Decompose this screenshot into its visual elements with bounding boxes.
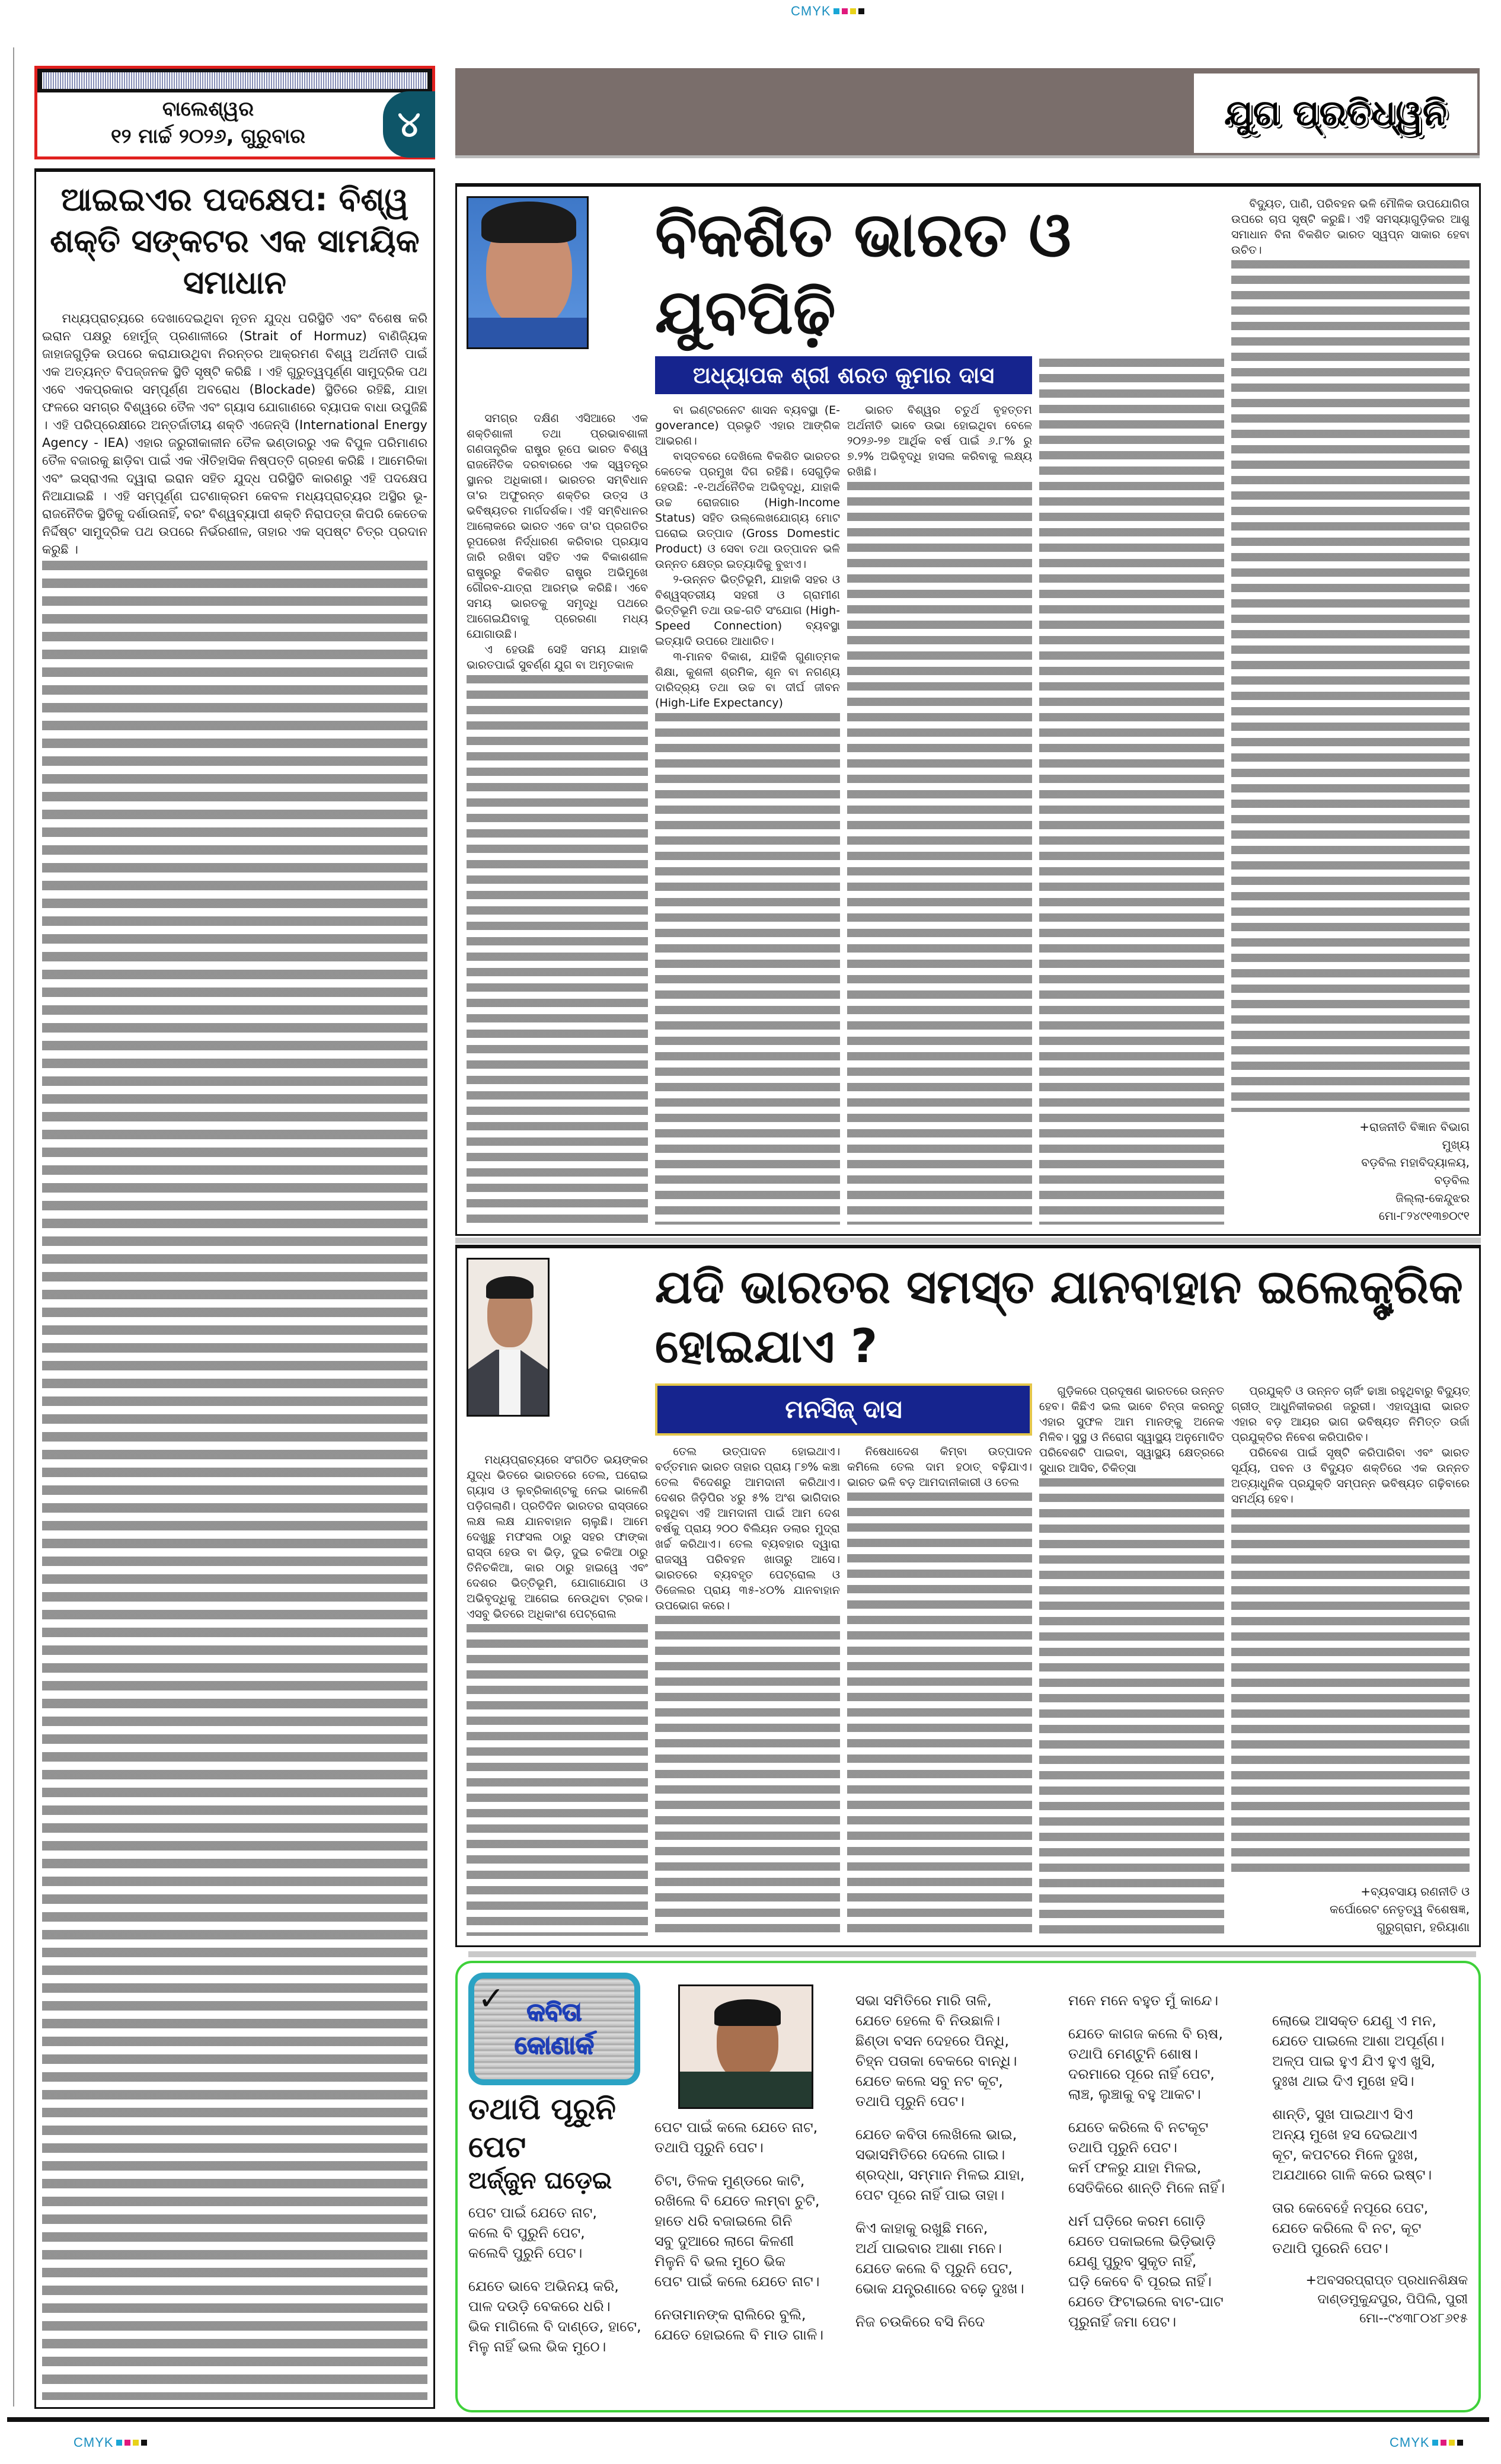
continued-text-lines — [1231, 1509, 1470, 1877]
poem-line: ଯେତେ କଲେ ସବୁ ନଟ କୂଟ, — [855, 2073, 1003, 2089]
left-article — [34, 168, 435, 2409]
poem-line: ସଭା ସମିତିରେ ମାରି ତାଳି, — [855, 1992, 992, 2009]
poet-photo — [678, 1984, 813, 2109]
checkmark-icon: ✓ — [478, 1980, 505, 2017]
paragraph: ଏ ହେଉଛି ସେହି ସମୟ ଯାହାକି ଭାରତପାଇଁ ସୁବର୍ଣ୍ଣ ଯୁଗ ବା ଅମୃତକାଳ — [467, 643, 648, 672]
article1-column-4 — [1039, 356, 1224, 1225]
cyan-swatch — [116, 2440, 122, 2446]
dateline-date: ୧୨ ମାର୍ଚ୍ଚ ୨୦୨୬, ଗୁରୁବାର — [110, 124, 306, 148]
poem-line: ଅଯଥାରେ ଗାଳି କରେ ଇଷ୍ଟ। — [1272, 2166, 1432, 2183]
poem-column-5 — [1272, 2011, 1468, 2258]
trim-line — [13, 47, 14, 2407]
poem-line: ଯେତେ କଲେ ବି ପୂରୁନି ପେଟ, — [855, 2260, 1013, 2277]
poem-line: ଯେତେ କବିତା ଲେଖିଲେ ଭାଇ, — [855, 2126, 1017, 2143]
poem-line: ଭିକ ମାଗିଲେ ବି ଦାଣ୍ଡେ, ହାଟେ, — [468, 2318, 641, 2335]
poem-line: ଅନ୍ୟ ମୁଖେ ହସ ଦେଇଥାଏ — [1272, 2126, 1417, 2143]
paragraph: ମଧ୍ୟପ୍ରାଚ୍ୟରେ ଦେଖାଦେଇଥିବା ନୂତନ ଯୁଦ୍ଧ ପରିସ୍ଥିତି ଏବଂ ବିଶେଷ କରି ଇରାନ ପକ୍ଷରୁ ହୋର୍ମୁଜ୍ ପ୍ରଣାଳୀରେ (Strait of Hormuz) ବାଣିଜ୍ୟିକ ଜାହାଜଗୁଡ଼ିକ ଉପରେ କରାଯାଉଥିବା ନିରନ୍ତର ଆକ୍ରମଣ ବିଶ୍ୱ ଅର୍ଥନୀତି ପାଇଁ ଏକ ଅତ୍ୟନ୍ତ ବିପଜ୍ଜନକ ସ୍ଥିତି ସୃଷ୍ଟି କରିଛି । ଏହି ଗୁରୁତ୍ୱପୂର୍ଣ୍ଣ ସାମୁଦ୍ରିକ ପଥ ଏବେ ଏକପ୍ରକାର ସମ୍ପୂର୍ଣ୍ଣ ଅବରୋଧ (Blockade) ସ୍ଥିତିରେ ରହିଛି, ଯାହା ଫଳରେ ସମଗ୍ର ବିଶ୍ୱରେ ତୈଳ ଏବଂ ଗ୍ୟାସ ଯୋଗାଣରେ ବ୍ୟାପକ ବାଧା ଉପୁଜିଛି । ଏହି ପରିପ୍ରେକ୍ଷୀରେ ଅନ୍ତର୍ଜାତୀୟ ଶକ୍ତି ଏଜେନ୍ସି (International Energy Agency - IEA) ଏହାର ଜରୁରୀକାଳୀନ ତୈଳ ଭଣ୍ଡାରରୁ ଏକ ବିପୁଳ ପରିମାଣର ତୈଳ ବଜାରକୁ ଛାଡ଼ିବା ପାଇଁ ଏକ ଐତିହାସିକ ନିଷ୍ପତ୍ତି ଗ୍ରହଣ କରିଛି । ଆମେରିକା ଏବଂ ଇସ୍ରାଏଲ ଦ୍ୱାରା ଇରାନ ସହିତ ଯୁଦ୍ଧ ପରିସ୍ଥିତି କାରଣରୁ ଏହି ପଦକ୍ଷେପ ନିଆଯାଇଛି । ଏହି ସମ୍ପୂର୍ଣ୍ଣ ଘଟଣାକ୍ରମ କେବଳ ମଧ୍ୟପ୍ରାଚ୍ୟର ଅସ୍ଥିର ଭୂ-ରାଜନୈତିକ ସ୍ଥିତିକୁ ଦର୍ଶାଉନାହିଁ, ବରଂ ବିଶ୍ୱବ୍ୟାପୀ ଶକ୍ତି ନିରାପତ୍ତା କିପରି କେତେକ ନିର୍ଦ୍ଦିଷ୍ଟ ସାମୁଦ୍ରିକ ପଥ ଉପରେ ନିର୍ଭରଶୀଳ, ତାହାର ଏକ ସ୍ପଷ୍ଟ ଚିତ୍ର ପ୍ରଦାନ କରୁଛି । — [42, 311, 427, 557]
poem-line: କୂଟ, କପଟରେ ମିଳେ ଦୁଃଖ, — [1272, 2146, 1419, 2163]
poem-line: ନେତାମାନଙ୍କ ରାଲିରେ ବୁଲି, — [654, 2306, 806, 2323]
paragraph: ବାସ୍ତବରେ ଦେଖିଲେ ବିକଶିତ ଭାରତର କେତେକ ପ୍ରମୁଖ ଦିଗ ରହିଛି। ସେଗୁଡ଼ିକ ହେଉଛି: -୧-ଅର୍ଥନୈତିକ ଅଭିବୃଦ୍ଧି, ଯାହାକି ଉଚ୍ଚ ରୋଜଗାର (High-Income Status) ସହିତ ଉଲ୍ଲେଖଯୋଗ୍ୟ ମୋଟ ଘରୋଇ ଉତ୍ପାଦ (Gross Domestic Product) ଓ ସେବା ତଥା ଉତ୍ପାଦନ ଭଳି ଉନ୍ନତ କ୍ଷେତ୍ର ଇତ୍ୟାଦିକୁ ବୁଝାଏ। — [655, 450, 840, 571]
article1-signoff — [1231, 1118, 1470, 1225]
poem-stanza — [855, 2312, 1060, 2332]
poem-stanza — [1068, 2211, 1264, 2332]
poem-line: ଯେତେ ଫିଟାଇଲେ ବାଟ-ଘାଟ — [1068, 2293, 1224, 2310]
dateline-box — [34, 66, 435, 159]
poem-line: ନିଜ ଚଉକିରେ ବସି ନିଦେ — [855, 2313, 985, 2330]
poem-stanza — [1272, 2198, 1468, 2258]
poem-line: ପୂରୁନାହିଁ ଜମା ପେଟ। — [1068, 2313, 1177, 2330]
poem-line: ଯେତେ ପାଇଲେ ଆଶା ଅପୂର୍ଣ୍ଣ। — [1272, 2032, 1445, 2049]
paragraph: ପ୍ରଯୁକ୍ତି ଓ ଉନ୍ନତ ଚାର୍ଜିଂ ଢାଞ୍ଚା ରହୁଥିବାରୁ ବିଦ୍ୟୁତ୍ ଗ୍ରୀଡ୍ ଆଧୁନିକୀକରଣ ଜରୁରୀ। ଏହାଦ୍ୱାରା ଭାରତ ଏହାର ବଡ଼ ଆୟର ଭାଗ ଭବିଷ୍ୟତ ନିମିତ୍ତ ଉର୍ଜା ପ୍ରଯୁକ୍ତିର ନିବେଶ କରିପାରିବ। — [1231, 1385, 1470, 1444]
article1-author-band — [655, 356, 1032, 394]
paragraph: ସମଗ୍ର ଦକ୍ଷିଣ ଏସିଆରେ ଏକ ଶକ୍ତିଶାଳୀ ତଥା ପ୍ରଭାବଶାଳୀ ଗଣତାନ୍ତ୍ରିକ ରାଷ୍ଟ୍ର ରୂପେ ଭାରତ ବିଶ୍ୱ ରାଜନୈତିକ ଦରବାରରେ ଏକ ସ୍ୱତନ୍ତ୍ର ସ୍ଥାନର ଅଧିକାରୀ। ଭାରତର ସମ୍ବିଧାନ ତା'ର ଅଫୁରନ୍ତ ଶକ୍ତିର ଉତ୍ସ ଓ ଭବିଷ୍ୟତର ମାର୍ଗଦର୍ଶକ। ଏହି ସମ୍ବିଧାନର ଆଲୋକରେ ଭାରତ ଏବେ ତା'ର ପ୍ରଗତିର ରୂପରେଖ ନିର୍ଦ୍ଧାରଣ କରିବାର ପ୍ରୟାସ ଜାରି ରଖିବା ସହିତ ଏକ ବିକାଶଶୀଳ ରାଷ୍ଟ୍ରରୁ ବିକଶିତ ରାଷ୍ଟ୍ର ଅଭିମୁଖେ ଗୌରବ-ଯାତ୍ରା ଆରମ୍ଭ କରିଛି। ଏବେ ସମୟ ଭାରତକୁ ସମୃଦ୍ଧି ପଥରେ ଆଗେଇଯିବାକୁ ପ୍ରେରଣା ମଧ୍ୟ ଯୋଗାଉଛି। — [467, 412, 648, 641]
poem-stanza — [654, 2305, 847, 2345]
continued-text-lines — [1039, 1478, 1224, 1936]
poem-line: ଦରମାରେ ପୂରେ ନାହିଁ ପେଟ, — [1068, 2066, 1215, 2082]
poem-line: ସେତିକିରେ ଶାନ୍ତି ମିଳେ ନାହିଁ। — [1068, 2179, 1225, 2196]
bottom-rule — [7, 2417, 1489, 2422]
continued-text-lines — [1231, 260, 1470, 1112]
continued-text-lines — [847, 482, 1032, 1225]
author-photo-manasij-das — [467, 1258, 550, 1417]
poem-line: ମିଳୁନି ବି ଭଲ ମୁଠେ ଭିକ — [654, 2253, 786, 2270]
signoff-line: ଜିଲ୍ଲା-କେନ୍ଦୁଝର — [1395, 1191, 1470, 1205]
continued-text-lines — [42, 561, 427, 2400]
poem-stanza — [855, 2218, 1060, 2299]
signoff-line: ବଡ଼ବିଲ ମହାବିଦ୍ୟାଳୟ, — [1361, 1155, 1470, 1169]
article2-column-5-wrap — [1231, 1383, 1470, 1936]
poem-stanza — [1068, 2024, 1264, 2104]
poem-stanza — [855, 1990, 1060, 2111]
poem-box — [455, 1961, 1481, 2412]
poem-line: ଯେତେ ହେଲେ ବି ନିଉଛାଳି। — [855, 2012, 1001, 2029]
poem-stanza — [654, 2117, 847, 2158]
poem-line: ମନେ ମନେ ବହୁତ ମୁଁ କାନ୍ଦେ। — [1068, 1992, 1219, 2009]
article-electric-vehicles — [455, 1245, 1481, 1947]
magenta-swatch — [124, 2440, 130, 2446]
article2-column-2 — [655, 1444, 840, 1936]
continued-text-lines — [655, 713, 840, 1225]
poem-line: ଭୋକ ଯନ୍ତ୍ରଣାରେ ବଢ଼େ ଦୁଃଖ। — [855, 2280, 1024, 2297]
barcode-strip — [42, 72, 427, 89]
article2-author: ମନସିଜ୍ ଦାସ — [785, 1395, 902, 1424]
poem-line: କଲେବି ପୁରୁନି ପେଟ। — [468, 2245, 583, 2261]
article-vikashita-bharat — [455, 183, 1481, 1236]
poem-stanza — [855, 2124, 1060, 2205]
divider — [455, 1238, 1481, 1244]
magenta-swatch — [842, 8, 848, 14]
signoff-line: ମୁଖ୍ୟ — [1442, 1137, 1470, 1152]
poem-stanza — [468, 2276, 646, 2357]
black-swatch — [141, 2440, 147, 2446]
yellow-swatch — [1449, 2440, 1455, 2446]
poem-line: ଶ୍ରଦ୍ଧା, ସମ୍ମାନ ମିଳଇ ଯାହା, — [855, 2166, 1025, 2183]
poem-column-2 — [654, 2117, 847, 2345]
paragraph: ଭାରତ ବିଶ୍ୱର ଚତୁର୍ଥ ବୃହତ୍ତମ ଅର୍ଥନୀତି ଭାବେ ଉଭା ହୋଇଥିବା ବେଳେ ୨୦୨୬-୨୭ ଆର୍ଥିକ ବର୍ଷ ପାଇଁ ୬.୮% ରୁ ୭.୨% ଅଭିବୃଦ୍ଧି ହାସଲ କରିବାକୁ ଲକ୍ଷ୍ୟ ରଖିଛି। — [847, 404, 1032, 478]
continued-text-lines — [467, 675, 648, 1225]
paragraph: ବା ଇଣ୍ଟରନେଟ ଶାସନ ବ୍ୟବସ୍ଥା (E-goverance) ପ୍ରଭୃତି ଏହାର ଆଙ୍ଗିକ ଆଭରଣ। — [655, 404, 840, 448]
dateline-place: ବାଲେଶ୍ୱର — [162, 97, 254, 121]
masthead-logo: ଯୁଗ ପ୍ରତିଧ୍ୱନି — [1194, 73, 1477, 153]
poem-stanza — [1068, 1990, 1264, 2011]
poem-line: ତାର କେବେହେଁ ନପୂରେ ପେଟ, — [1272, 2200, 1429, 2216]
paragraph: ୨-ଉନ୍ନତ ଭିତ୍ତିଭୂମି, ଯାହାକି ସହର ଓ ବିଶ୍ୱସ୍ତରୀୟ ସହରୀ ଓ ଗ୍ରାମୀଣ ଭିତ୍ତିଭୂମି ତଥା ଉଚ୍ଚ-ଗତି ସଂଯୋଗ (High-Speed Connection) ବ୍ୟବସ୍ଥା ଇତ୍ୟାଦି ଉପରେ ଆଧାରିତ। — [655, 573, 840, 648]
signoff-line: ମୋ-୮୨୪୯୧୩୭୦୯୧ — [1378, 1209, 1470, 1223]
article1-headline: ବିକଶିତ ଭାରତ ଓ ଯୁବପିଢ଼ି — [655, 199, 1071, 348]
kabita-konark-logo: ✓ କବିତା କୋଣାର୍କ — [468, 1973, 640, 2085]
poem-line: ପାଳ ଦଉଡ଼ି ବେକରେ ଧରି। — [468, 2298, 611, 2315]
poem-line: ଯେତେ ପକାଇଲେ ଭିଡ଼ିଭାଡ଼ି — [1068, 2233, 1216, 2249]
signoff-line: +ବ୍ୟବସାୟ ରଣନୀତି ଓ — [1361, 1884, 1470, 1899]
poem-line: ଯେତେ କାଗଜ କଲେ ବି ଋଷ, — [1068, 2025, 1224, 2042]
cyan-swatch — [1432, 2440, 1438, 2446]
poem-title: ତଥାପି ପୂରୁନି ପେଟ — [468, 2092, 617, 2164]
page-number: ୪ — [397, 104, 421, 145]
signoff-line: ଗୁରୁଗ୍ରାମ, ହରିୟାଣା — [1376, 1920, 1470, 1934]
article2-author-band — [655, 1383, 1032, 1436]
signoff-line: କର୍ପୋରେଟ ନେତୃତ୍ୱ ବିଶେଷଜ୍ଞ, — [1330, 1902, 1470, 1916]
poem-stanza — [1272, 2104, 1468, 2185]
registration-label: CMYK — [74, 2435, 114, 2450]
poem-line: ଶାନ୍ତି, ସୁଖ ପାଇଥାଏ ସିଏ — [1272, 2106, 1413, 2123]
poem-line: ତଥାପି ପୂରୁନି ପେଟ। — [1068, 2139, 1177, 2156]
author-photo-sarat-kumar-das — [467, 196, 589, 349]
poem-line: କର୍ମ ଫଳରୁ ଯାହା ମିଳଇ, — [1068, 2159, 1202, 2176]
poem-line: ପେଟ ପୂରେ ନାହିଁ ପାଇ ତାହା। — [855, 2187, 1005, 2203]
article2-headline: ଯଦି ଭାରତର ସମସ୍ତ ଯାନବାହାନ ଇଲେକ୍ଟ୍ରିକ ହୋଇଯାଏ ? — [655, 1261, 1463, 1373]
magenta-swatch — [1441, 2440, 1446, 2446]
signoff-line: +ରାଜନୀତି ବିଜ୍ଞାନ ବିଭାଗ — [1359, 1120, 1470, 1134]
article1-author: ଅଧ୍ୟାପକ ଶ୍ରୀ ଶରତ କୁମାର ଦାସ — [692, 362, 995, 388]
paragraph: ମଧ୍ୟପ୍ରାଚ୍ୟରେ ସଂଗଠିତ ଭୟଙ୍କର ଯୁଦ୍ଧ ଭିତରେ ଭାରତରେ ତେଲ, ଘରୋଇ ଗ୍ୟାସ ଓ ଲୁବ୍ରିକାଣ୍ଟକୁ ନେଇ ଭାଳେଣି ପଡ଼ିଗଲାଣି। ପ୍ରତିଦିନ ଭାରତର ରାସ୍ତାରେ ଲକ୍ଷ ଲକ୍ଷ ଯାନବାହାନ ଚାଲୁଛି। ଆମେ ଦେଖୁଛୁ ମଫସଲ ଠାରୁ ସହର ଫାଙ୍କା ରାସ୍ତା ହେଉ ବା ଭିଡ଼, ଦୁଇ ଚକିଆ ଠାରୁ ତିନିଚକିଆ, କାର ଠାରୁ ହାଇୱେ ଏବଂ ଦେଶର ଭିତ୍ତିଭୂମି, ଯୋଗାଯୋଗ ଓ ଅଭିବୃଦ୍ଧିକୁ ଆଗେଇ ନେଉଥିବା ଟ୍ରକ। ଏସବୁ ଭିତରେ ଅଧିକାଂଶ ପେଟ୍ରୋଲ — [467, 1453, 648, 1621]
paragraph: ଗୁଡ଼ିକରେ ପ୍ରଦୂଷଣ ଭାରତରେ ଉନ୍ନତ ହେବ। କିଛିଏ ଭଲ ଭାବେ ଚିନ୍ତା କରନ୍ତୁ ଏହାର ସୁଫଳ ଆମ ମାନଙ୍କୁ ଅନେକ ମିଳିବ। ସୁସ୍ଥ ଓ ନିରୋଗ ସ୍ୱାସ୍ଥ୍ୟ ଅନୁମୋଦିତ ପରିବେଶଟି ପାଇବା, ସ୍ୱାସ୍ଥ୍ୟ କ୍ଷେତ୍ରରେ ସୁଧାର ଆସିବ, ଚିକିତ୍ସା — [1039, 1385, 1224, 1475]
poem-stanza — [468, 2203, 646, 2263]
poem-line: ଯେଣୁ ପୁରୁବ ସୁକୃତ ନାହିଁ, — [1068, 2253, 1197, 2270]
article1-column-5-wrap — [1231, 196, 1470, 1225]
poem-line: କଲେ ବି ପୁରୁନି ପେଟ, — [468, 2225, 585, 2241]
yellow-swatch — [850, 8, 856, 14]
poem-line: ଲାଞ୍ଚ, ଲୁଞ୍ଚାକୁ ବହୁ ଆକଟ। — [1068, 2086, 1201, 2102]
signoff-line: ଦାଣ୍ଡମୁକୁନ୍ଦପୁର, ପିପିଲି, ପୁରୀ — [1317, 2292, 1468, 2307]
poem-line: ପେଟ ପାଇଁ ଯେତେ ନାଟ, — [468, 2204, 597, 2221]
poem-line: ଅଳ୍ପ ପାଇ ହୁଏ ଯିଏ ହୁଏ ଖୁସି, — [1272, 2053, 1435, 2069]
poem-line: ଯେତେ କରିଲେ ବି ନଟ, କୂଟ — [1272, 2220, 1422, 2236]
paragraph: ନିଷେଧାଦେଶ କିମ୍ବା ଉତ୍ପାଦନ କମିଲେ ତେଲ ଦାମ ହଠାତ୍ ବଢ଼ିଯାଏ। ଭାରତ ଭଳି ବଡ଼ ଆମଦାନୀକାରୀ ଓ ତେଲ — [847, 1445, 1032, 1489]
poem-line: ପେଟ ପାଇଁ କଲେ ଯେତେ ନାଟ, — [654, 2119, 818, 2136]
poem-line: ଲୋଭେ ଆସକ୍ତ ଯେଣୁ ଏ ମନ, — [1272, 2012, 1437, 2029]
poem-column-1 — [468, 2203, 646, 2357]
continued-text-lines — [655, 1616, 840, 1936]
poem-line: ରଖିଲେ ବି ଯେତେ ଲମ୍ବା ଚୁଟି, — [654, 2193, 820, 2209]
left-article-headline: ଆଇଇଏର ପଦକ୍ଷେପ: ବିଶ୍ୱ ଶକ୍ତି ସଙ୍କଟର ଏକ ସାମୟିକ ସମାଧାନ — [50, 181, 420, 301]
article2-column-4 — [1039, 1383, 1224, 1936]
poem-column-2-wrap — [654, 1973, 847, 2401]
poem-column-1-wrap — [468, 1973, 646, 2401]
poem-line: ଯେତେ ହୋଇଲେ ବି ମାଡ ଗାଳି। — [654, 2326, 824, 2343]
poem-line: ମିଳୁ ନାହିଁ ଭଲ ଭିକ ମୁଠେ। — [468, 2338, 606, 2355]
continued-text-lines — [847, 1493, 1032, 1936]
poem-line: କିଏ କାହାକୁ ରଖୁଛି ମନେ, — [855, 2220, 988, 2236]
poem-line: ତଥାପି ପୂରୁନି ପେଟ। — [654, 2139, 764, 2156]
poem-author: ଅର୍ଜ୍ଜୁନ ଘଡ଼େଇ — [468, 2167, 612, 2194]
yellow-swatch — [133, 2440, 139, 2446]
poem-line: ତଥାପି ମେଣ୍ଟୁନି ଶୋଷ। — [1068, 2046, 1198, 2062]
poem-line: ସଭାସମିତିରେ ଦେଲେ ଗାଇ। — [855, 2146, 1005, 2163]
article2-signoff — [1231, 1883, 1470, 1936]
black-swatch — [858, 8, 864, 14]
poem-line: ତଥାପି ପୂରୁନି ପେଟ। — [855, 2093, 965, 2110]
poem-line: ତଥାପି ପୁରେନି ପେଟ। — [1272, 2240, 1388, 2257]
continued-text-lines — [1039, 359, 1224, 1225]
poem-stanza — [1068, 2117, 1264, 2198]
poem-column-3 — [855, 1973, 1060, 2401]
poem-line: ଯେତେ କରିଲେ ବି ନଟକୂଟ — [1068, 2119, 1209, 2136]
poem-line: ଚିହ୍ନ ପତାକା ବେକରେ ବାନ୍ଧି। — [855, 2053, 1017, 2069]
poem-line: ଅର୍ଥ ପାଇବାର ଆଶା ମନେ। — [855, 2240, 1002, 2257]
article2-column-1 — [467, 1444, 648, 1936]
divider — [468, 1951, 1476, 1957]
left-article-body — [42, 309, 427, 2400]
poem-column-5-wrap — [1272, 1973, 1468, 2401]
signoff-line: ବଡ଼ବିଲ — [1434, 1173, 1470, 1187]
poem-line: ଘଡ଼ି କେବେ ବି ପୂରଇ ନାହିଁ। — [1068, 2273, 1212, 2290]
registration-label: CMYK — [1390, 2435, 1430, 2450]
cyan-swatch — [833, 8, 839, 14]
signoff-line: ମୋ--୯୪୩୮୦୪୮୬୧୫ — [1359, 2311, 1468, 2326]
paragraph: ବିଦ୍ୟୁତ, ପାଣି, ପରିବହନ ଭଳି ମୌଳିକ ଉପଯୋଗିତା ଉପରେ ଚାପ ସୃଷ୍ଟି କରୁଛି। ଏହି ସମସ୍ୟାଗୁଡ଼ିକର ଆଶୁ ସମାଧାନ ବିନା ବିକଶିତ ଭାରତ ସ୍ୱପ୍ନ ସାକାର ହେବା ଉଚିତ। — [1231, 197, 1470, 257]
poem-line: ଦୁଃଖ ଥାଇ ଦିଏ ମୁଖେ ହସି। — [1272, 2073, 1414, 2089]
page-number-badge — [383, 91, 435, 158]
article1-column-2 — [655, 402, 840, 1225]
registration-mark-top — [788, 4, 867, 19]
article1-column-3 — [847, 402, 1032, 1225]
paragraph: ପରିବେଶ ପାଇଁ ସୃଷ୍ଟି କରିପାରିବା ଏବଂ ଭାରତ ସୂର୍ଯ୍ୟ, ପବନ ଓ ବିଦ୍ୟୁତ ଶକ୍ତିରେ ଏକ ଉନ୍ନତ ଅତ୍ୟାଧୁନିକ ପ୍ରଯୁକ୍ତି ସମ୍ପନ୍ନ ଭବିଷ୍ୟତ ଗଢ଼ିବାରେ ସମର୍ଥ୍ୟ ହେବ। — [1231, 1446, 1470, 1506]
poem-line: ଯେତେ ଭାବେ ଅଭିନୟ କରି, — [468, 2278, 619, 2294]
poem-line: ଚିଟା, ତିଳକ ମୁଣ୍ଡରେ କାଟି, — [654, 2172, 805, 2189]
paragraph: ୩-ମାନବ ବିକାଶ, ଯାହିକି ଗୁଣାତ୍ମକ ଶିକ୍ଷା, କୁଶଳୀ ଶ୍ରମିକ, ଶୂନ ବା ନଗଣ୍ୟ ଦାରିଦ୍ର୍ୟ ତଥା ଉଚ୍ଚ ବା ଦୀର୍ଘ ଜୀବନ (High-Life Expectancy) — [655, 650, 840, 710]
continued-text-lines — [467, 1624, 648, 1936]
registration-mark-bottom-right — [1387, 2435, 1465, 2450]
poem-line: ପେଟ ପାଇଁ କଲେ ଯେତେ ନାଟ। — [654, 2273, 820, 2290]
black-swatch — [1457, 2440, 1463, 2446]
poem-stanza — [654, 2171, 847, 2292]
registration-label: CMYK — [791, 4, 831, 18]
poem-line: ସବୁ ଦୁଆରେ ଲାଗେ କିଳଣୀ — [654, 2233, 794, 2249]
poem-line: ଧର୍ମ ଘଡ଼ିରେ କରମ ଗୋଡ଼ି — [1068, 2213, 1206, 2229]
article1-column-5 — [1231, 196, 1470, 1112]
article2-column-3 — [847, 1444, 1032, 1936]
poem-signoff — [1272, 2271, 1468, 2328]
registration-mark-bottom-left — [71, 2435, 149, 2450]
poem-column-4 — [1068, 1973, 1264, 2401]
article1-column-1 — [467, 402, 648, 1225]
poem-stanza — [1272, 2011, 1468, 2091]
paragraph: ତେଲ ଉତ୍ପାଦନ ହୋଇଥାଏ। ବର୍ତ୍ତମାନ ଭାରତ ତାହାର ପ୍ରାୟ ୮୭% କଞ୍ଚା ତେଲ ବିଦେଶରୁ ଆମଦାନୀ କରିଥାଏ। ଦେଶର ଜିଡ଼ିପିର ୪ରୁ ୫% ଅଂଶ ଭାଗିଦାର ରହୁଥିବା ଏହି ଆମଦାନୀ ପାଇଁ ଆମ ଦେଶ ବର୍ଷକୁ ପ୍ରାୟ ୨୦୦ ବିଲିୟନ ଡଲାର ମୁଦ୍ରା ଖର୍ଚ୍ଚ କରିଥାଏ। ତେଲ ବ୍ୟବହାର ଦ୍ୱାରା ରାଜସ୍ୱ ପରିବହନ ଖାତାରୁ ଆସେ। ଭାରତରେ ବ୍ୟବହୃତ ପେଟ୍ରୋଲ ଓ ଡିଜେଲର ପ୍ରାୟ ୩୫-୪୦% ଯାନବାହାନ ଉପଭୋଗ କରେ। — [655, 1445, 840, 1612]
signoff-line: +ଅବସରପ୍ରାପ୍ତ ପ୍ରଧାନଶିକ୍ଷକ — [1305, 2273, 1468, 2288]
article2-column-5 — [1231, 1383, 1470, 1877]
poem-line: ଛିଣ୍ଡା ବସନ ଦେହରେ ପିନ୍ଧି, — [855, 2032, 1010, 2049]
poem-line: ହାତେ ଧରି ବଜାଇଲେ ଗିନି — [654, 2213, 793, 2229]
